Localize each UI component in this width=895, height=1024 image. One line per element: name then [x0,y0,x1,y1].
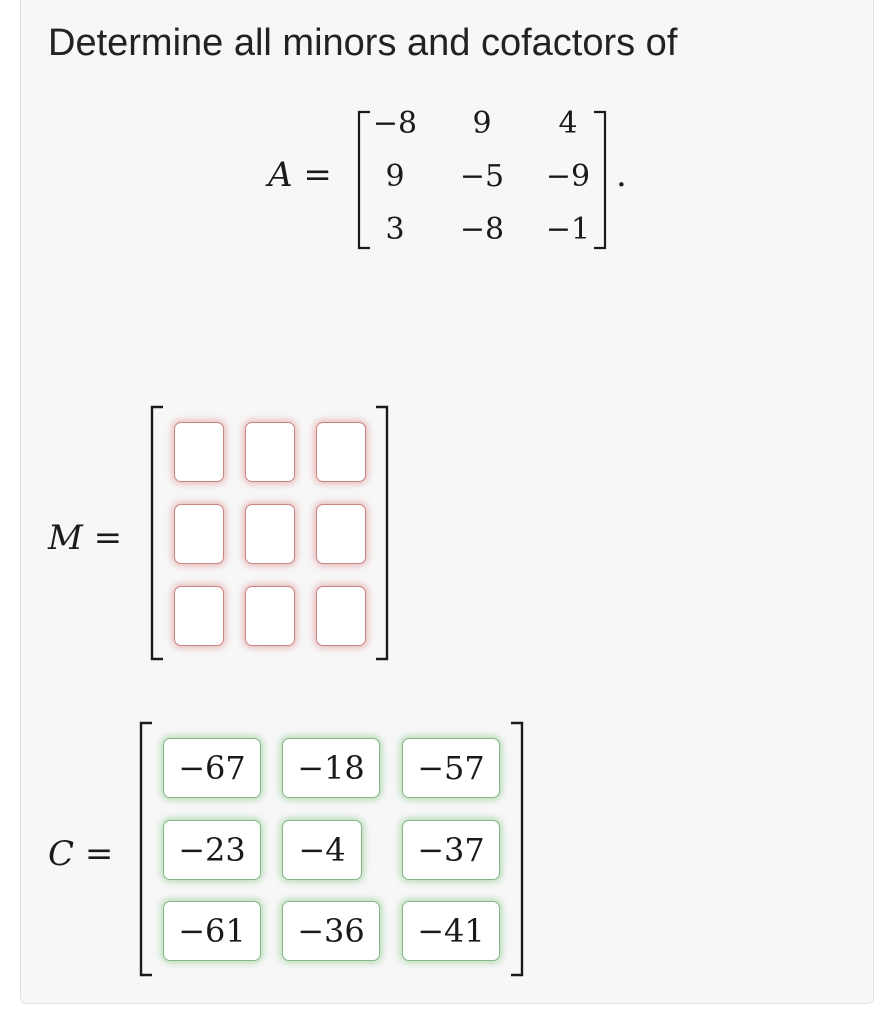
cofactor-matrix-label: C = [48,834,114,874]
minor-input-3-3[interactable] [316,586,366,646]
given-matrix-cell-2-1: 9 [385,159,405,194]
cofactor-input-1-3[interactable]: −57 [402,738,500,798]
cofactor-input-3-2[interactable]: −36 [282,901,380,961]
given-matrix-cell-1-1: −8 [372,106,418,141]
minor-input-1-2[interactable] [245,422,295,482]
given-matrix-cell-3-3: −1 [545,212,591,247]
cofactor-input-2-2[interactable]: −4 [282,820,362,880]
given-matrix-cell-2-3: −9 [545,159,591,194]
given-matrix-cell-1-3: 4 [558,106,578,141]
cofactor-matrix-left-bracket [138,721,154,977]
cofactor-input-2-1[interactable]: −23 [163,820,261,880]
minor-input-1-1[interactable] [174,422,224,482]
given-matrix-period: . [616,155,627,195]
given-matrix-label: A = [268,155,332,195]
minors-matrix-right-bracket [374,405,390,661]
cofactor-input-2-3[interactable]: −37 [402,820,500,880]
given-matrix-cell-2-2: −5 [459,159,505,194]
minor-input-2-2[interactable] [245,504,295,564]
cofactor-matrix-right-bracket [509,721,525,977]
given-matrix-cell-1-2: 9 [472,106,492,141]
minors-matrix-left-bracket [149,405,165,661]
given-matrix-cell-3-1: 3 [385,212,405,247]
minor-input-2-3[interactable] [316,504,366,564]
minor-input-3-1[interactable] [174,586,224,646]
question-prompt: Determine all minors and cofactors of [48,22,678,64]
cofactor-input-3-1[interactable]: −61 [163,901,261,961]
minor-input-3-2[interactable] [245,586,295,646]
cofactor-input-3-3[interactable]: −41 [402,901,500,961]
minor-input-2-1[interactable] [174,504,224,564]
cofactor-input-1-1[interactable]: −67 [163,738,261,798]
minor-input-1-3[interactable] [316,422,366,482]
given-matrix-cell-3-2: −8 [459,212,505,247]
minors-matrix-label: M = [48,518,123,558]
cofactor-input-1-2[interactable]: −18 [282,738,380,798]
